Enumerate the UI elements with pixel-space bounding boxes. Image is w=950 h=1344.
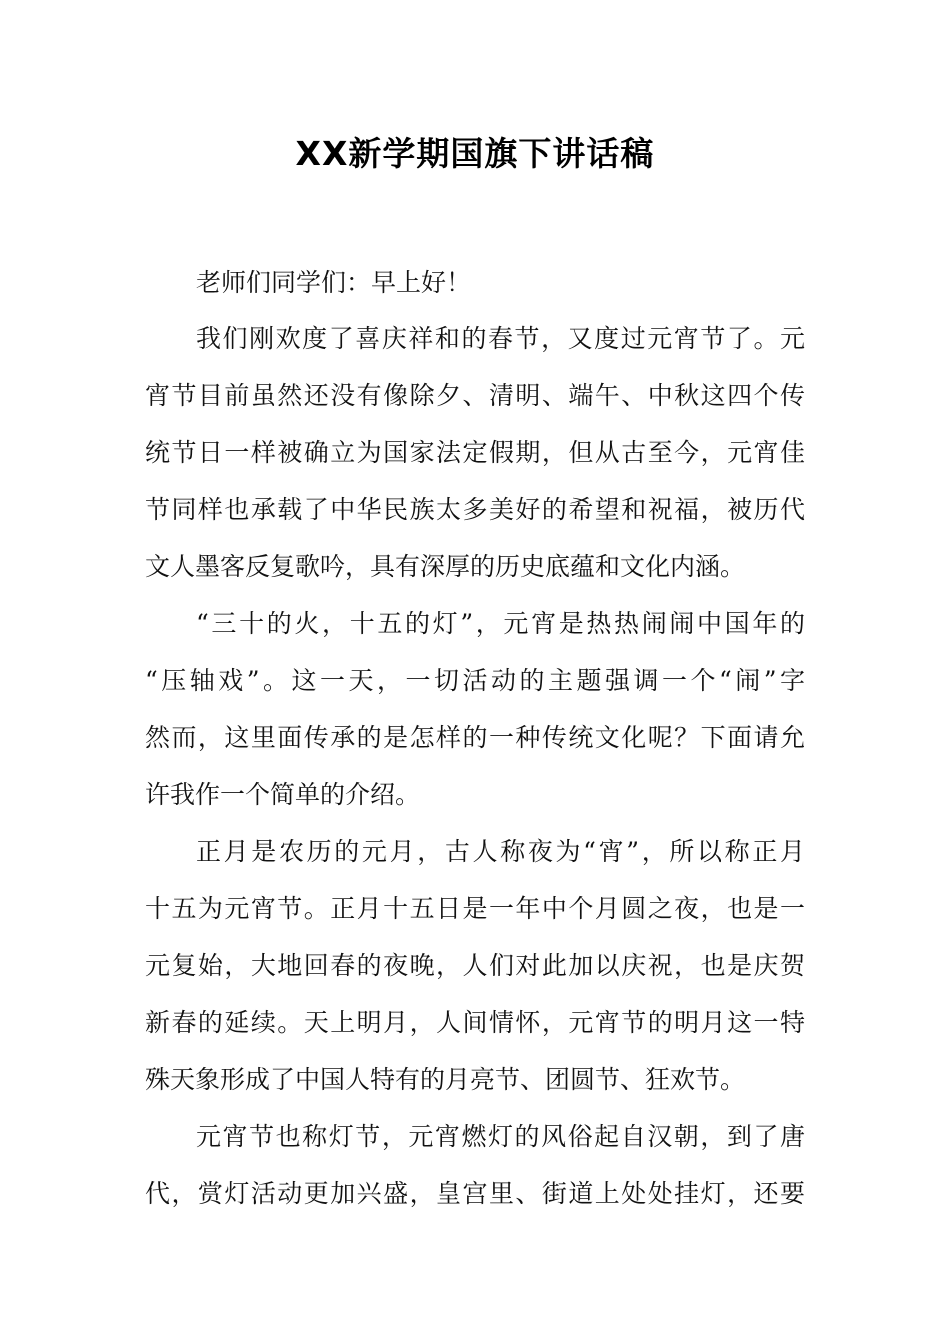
text-line: 宵节目前虽然还没有像除夕、清明、端午、中秋这四个传 — [145, 381, 805, 410]
text-line: 元复始，大地回春的夜晚，人们对此加以庆祝，也是庆贺 — [145, 951, 805, 980]
text-line: “压轴戏”。这一天，一切活动的主题强调一个“闹”字 — [145, 666, 805, 695]
text-line: 统节日一样被确立为国家法定假期，但从古至今，元宵佳 — [145, 438, 805, 467]
document-title: XX新学期国旗下讲话稿 — [295, 134, 655, 173]
text-line: 老师们同学们：早上好！ — [196, 268, 472, 297]
text-line: “三十的火，十五的灯”，元宵是热热闹闹中国年的 — [196, 609, 805, 638]
text-line: 殊天象形成了中国人特有的月亮节、团圆节、狂欢节。 — [145, 1065, 746, 1094]
text-line: 代，赏灯活动更加兴盛，皇宫里、街道上处处挂灯，还要 — [145, 1179, 805, 1208]
text-line: 正月是农历的元月，古人称夜为“宵”，所以称正月 — [196, 837, 805, 866]
text-line: 新春的延续。天上明月，人间情怀，元宵节的明月这一特 — [145, 1008, 805, 1037]
text-line: 我们刚欢度了喜庆祥和的春节，又度过元宵节了。元 — [196, 324, 805, 353]
text-line: 然而，这里面传承的是怎样的一种传统文化呢？下面请允 — [145, 723, 805, 752]
text-line: 文人墨客反复歌吟，具有深厚的历史底蕴和文化内涵。 — [145, 552, 746, 581]
text-line: 元宵节也称灯节，元宵燃灯的风俗起自汉朝，到了唐 — [196, 1122, 805, 1151]
text-line: 十五为元宵节。正月十五日是一年中个月圆之夜，也是一 — [145, 894, 805, 923]
text-line: 节同样也承载了中华民族太多美好的希望和祝福，被历代 — [145, 495, 805, 524]
text-line: 许我作一个简单的介绍。 — [145, 780, 421, 809]
